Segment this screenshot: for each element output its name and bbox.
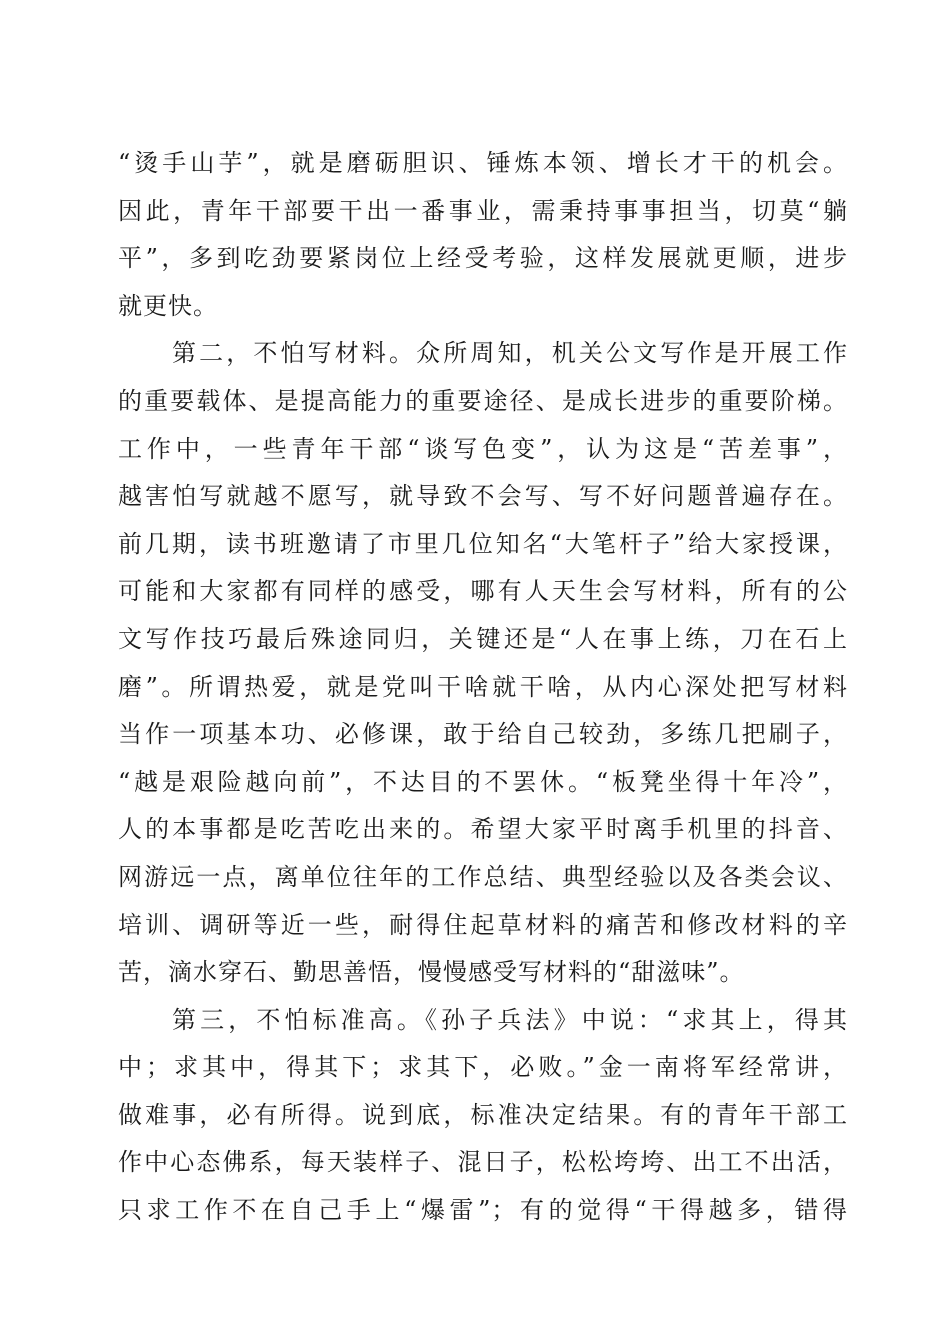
text-line: 的重要载体、是提高能力的重要途径、是成长进步的重要阶梯。 xyxy=(118,386,848,415)
text-line: 就更快。 xyxy=(118,291,218,320)
text-line: 平”，多到吃劲要紧岗位上经受考验，这样发展就更顺，进步 xyxy=(118,244,848,273)
text-line: “烫手山芋”，就是磨砺胆识、锤炼本领、增长才干的机会。 xyxy=(118,149,848,177)
text-line: 文写作技巧最后殊途同归，关键还是“人在事上练，刀在石上 xyxy=(118,624,848,653)
text-line: 前几期，读书班邀请了市里几位知名“大笔杆子”给大家授课， xyxy=(118,529,848,558)
paragraph-first-line xyxy=(118,330,848,378)
text-line: 因此，青年干部要干出一番事业，需秉持事事担当，切莫“躺 xyxy=(118,196,848,225)
text-line: 做难事，必有所得。说到底，标准决定结果。有的青年干部工 xyxy=(118,1100,848,1129)
text-line: 可能和大家都有同样的感受，哪有人天生会写材料，所有的公 xyxy=(118,577,848,606)
section-heading: 第三，不怕标准高。 xyxy=(172,1005,426,1034)
text-line: 当作一项基本功、必修课，敢于给自己较劲，多练几把刷子， xyxy=(118,720,848,749)
text-line: 苦，滴水穿石、勤思善悟，慢慢感受写材料的“甜滋味”。 xyxy=(118,958,745,987)
text-line: 工作中，一些青年干部“谈写色变”，认为这是“苦差事”， xyxy=(118,434,848,463)
text-line: 越害怕写就越不愿写，就导致不会写、写不好问题普遍存在。 xyxy=(118,482,848,511)
text-line: 人的本事都是吃苦吃出来的。希望大家平时离手机里的抖音、 xyxy=(118,815,848,844)
text-line: 磨”。所谓热爱，就是党叫干啥就干啥，从内心深处把写材料 xyxy=(118,672,848,701)
text-span: 《孙子兵法》中说：“求其上，得其 xyxy=(425,1005,848,1034)
text-line: 网游远一点，离单位往年的工作总结、典型经验以及各类会议、 xyxy=(118,862,848,891)
text-line: 培训、调研等近一些，耐得住起草材料的痛苦和修改材料的辛 xyxy=(118,910,848,939)
document-body xyxy=(118,140,848,1235)
text-span: 众所周知，机关公文写作是开展工作 xyxy=(416,339,848,368)
text-line: 只求工作不在自己手上“爆雷”；有的觉得“干得越多，错得 xyxy=(118,1196,848,1225)
paragraph-first-line xyxy=(118,997,848,1045)
text-line: 作中心态佛系，每天装样子、混日子，松松垮垮、出工不出活， xyxy=(118,1148,848,1177)
section-heading: 第二，不怕写材料。 xyxy=(172,339,417,368)
text-line: 中；求其中，得其下；求其下，必败。”金一南将军经常讲， xyxy=(118,1053,848,1082)
text-line: “越是艰险越向前”，不达目的不罢休。“板凳坐得十年冷”， xyxy=(118,767,848,796)
